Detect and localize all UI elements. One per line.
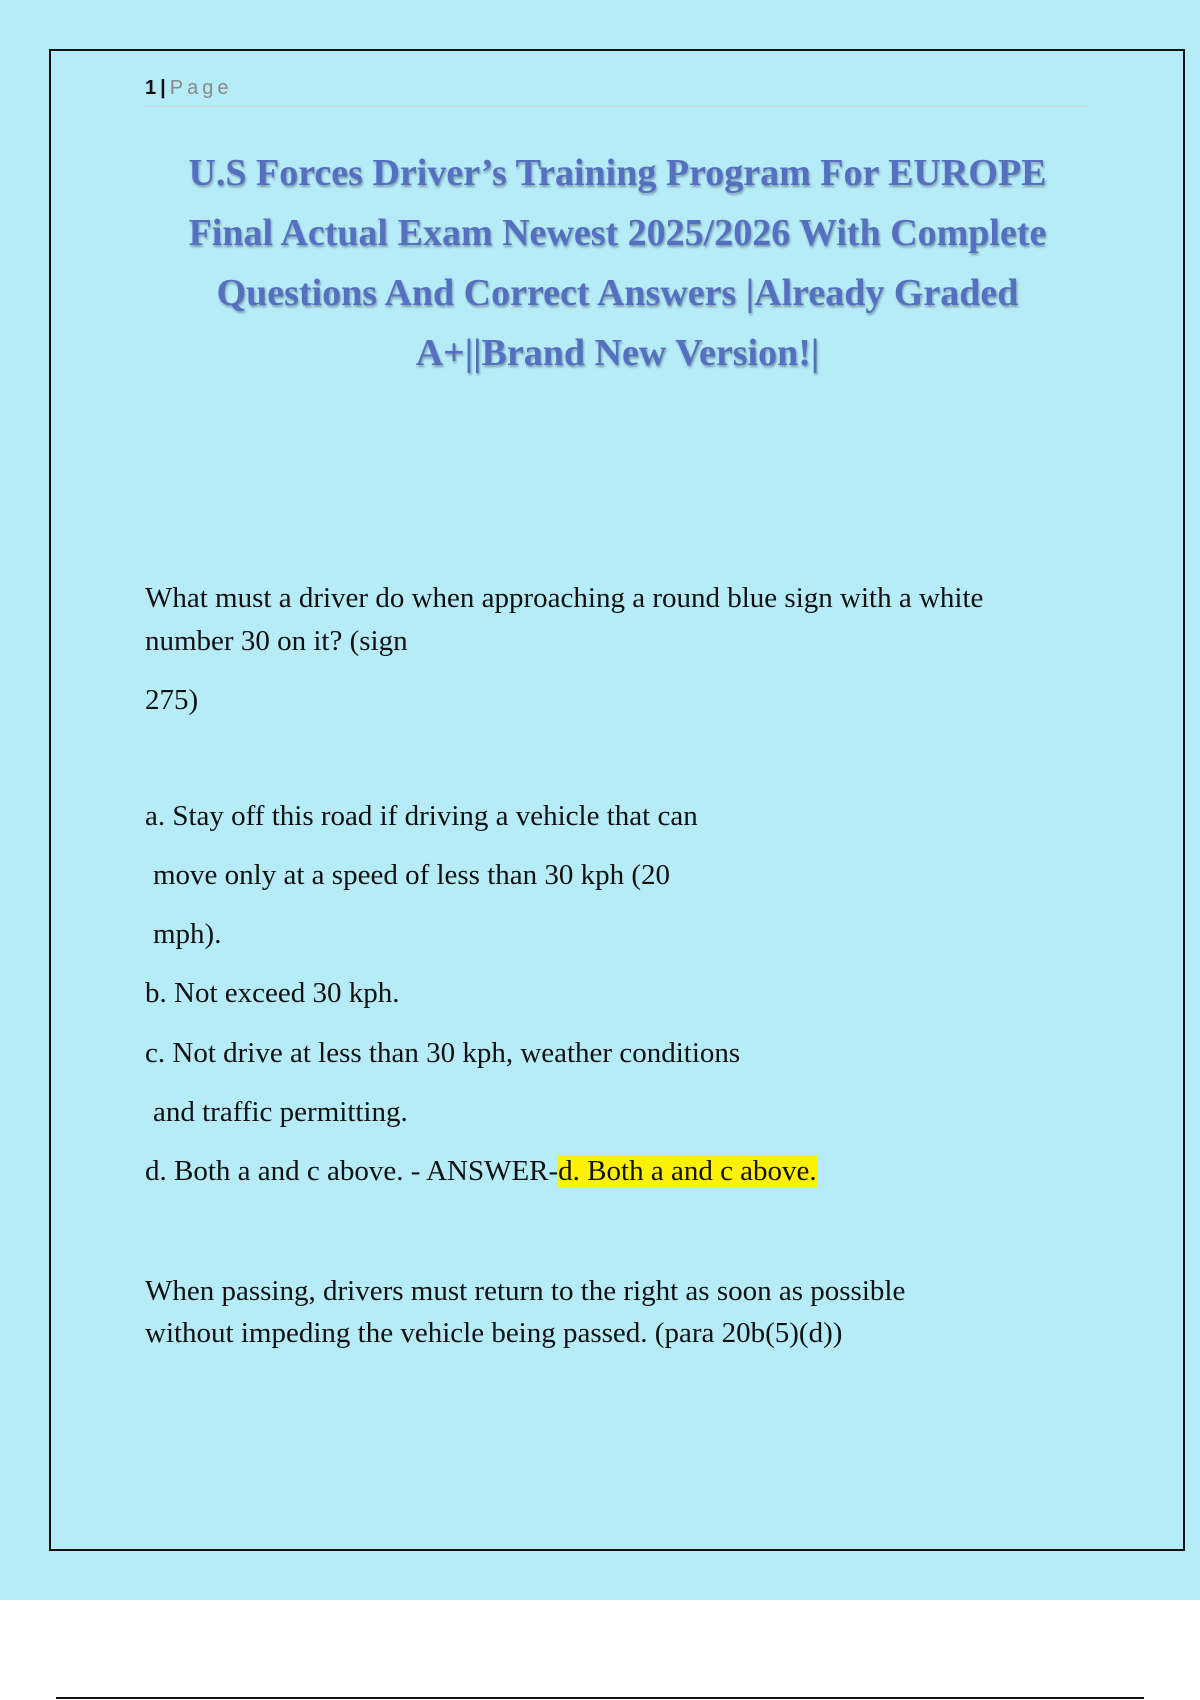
title-line: U.S Forces Driver’s Training Program For EUROPE <box>188 152 1047 194</box>
option-c-line2: and traffic permitting. <box>153 1096 408 1128</box>
document-title <box>130 143 1105 383</box>
answer-highlight: d. Both a and c above. <box>558 1155 817 1187</box>
title-line: Final Actual Exam Newest 2025/2026 With Complete <box>188 212 1047 254</box>
question-line: number 30 on it? (sign <box>145 625 408 657</box>
bottom-rule <box>56 1697 1144 1699</box>
question-line: without impeding the vehicle being passed. (para 20b(5)(d)) <box>145 1317 843 1349</box>
page-label: Page <box>169 77 233 99</box>
option-a-line1: a. Stay off this road if driving a vehicle that can <box>145 800 698 832</box>
option-d: d. Both a and c above. - ANSWER- <box>145 1155 559 1187</box>
page-number: 1 <box>145 77 157 99</box>
question-2-text <box>145 1270 905 1354</box>
option-b: b. Not exceed 30 kph. <box>145 977 400 1009</box>
question-1-reference: 275) <box>145 684 199 716</box>
option-a-line2: move only at a speed of less than 30 kph (20 <box>153 859 671 891</box>
title-line: Questions And Correct Answers |Already Graded <box>216 272 1019 314</box>
page-header <box>145 74 1090 107</box>
option-d-with-answer <box>145 1151 817 1191</box>
option-a-line3: mph). <box>153 918 222 950</box>
header-separator: | <box>160 77 166 99</box>
option-c-line1: c. Not drive at less than 30 kph, weather conditions <box>145 1037 741 1069</box>
question-line: When passing, drivers must return to the right as soon as possible <box>145 1275 906 1307</box>
title-line: A+||Brand New Version!| <box>415 332 820 374</box>
question-line: What must a driver do when approaching a round blue sign with a white <box>145 582 984 614</box>
question-1-text <box>145 577 983 663</box>
